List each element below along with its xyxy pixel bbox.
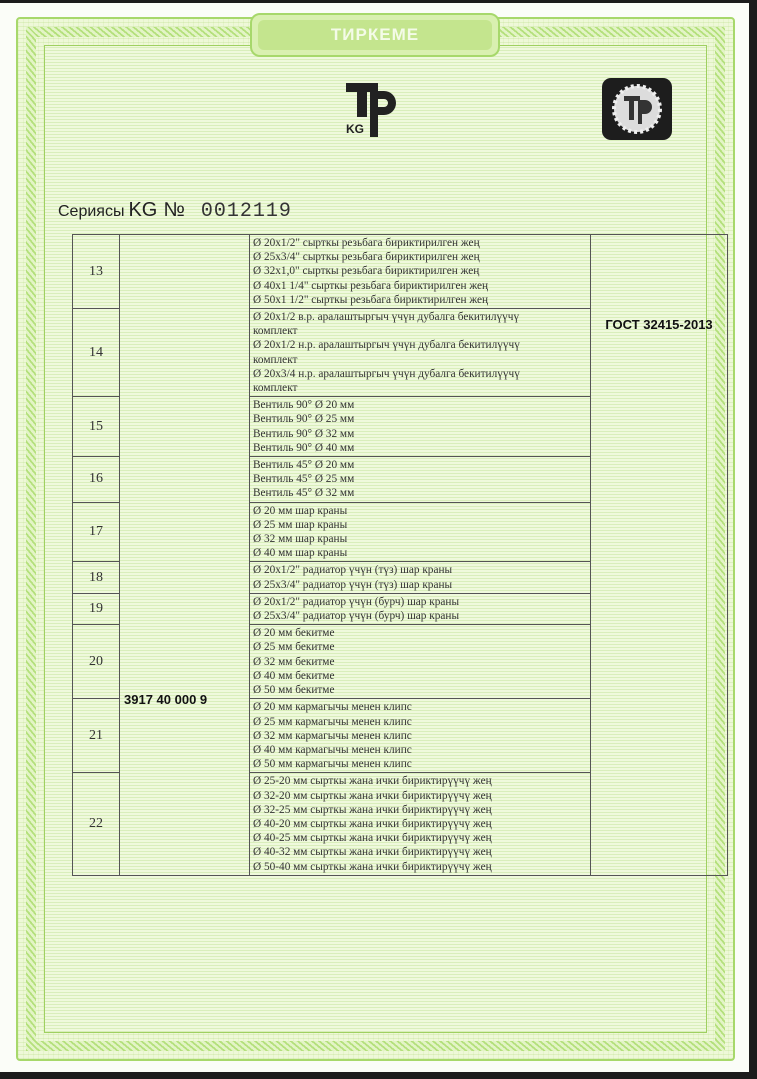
item-description-line: Ø 25х3/4" радиатор үчүн (түз) шар краны [253, 578, 453, 591]
item-description-line: Ø 20х3/4 н.р. аралаштыргыч үчүн дубалга бекитилүүчү [253, 367, 520, 380]
row-number: 19 [73, 593, 120, 624]
item-description-line: Ø 25-20 мм сырткы жана ички бириктирүүчү жең [253, 775, 492, 788]
item-description-line: Вентиль 45° Ø 32 мм [253, 487, 355, 500]
item-description-cell [250, 773, 591, 875]
product-table [72, 234, 728, 876]
hs-code: 3917 40 000 9 [124, 692, 208, 708]
row-number: 17 [73, 502, 120, 562]
item-description-line: Ø 32 мм кармагычы менен клипс [253, 729, 412, 742]
item-description-line: Ø 50х1 1/2" сырткы резьбага бириктирилген жең [253, 293, 489, 306]
item-description-line: Вентиль 90° Ø 32 мм [253, 427, 355, 440]
item-description-line: Ø 32-25 мм сырткы жана ички бириктирүүчү жең [253, 803, 492, 816]
series-kg: KG [128, 199, 158, 221]
row-number: 20 [73, 625, 120, 699]
item-description-line: Ø 25х3/4" сырткы резьбага бириктирилген жең [253, 251, 480, 264]
item-description-line: Вентиль 90° Ø 40 мм [253, 441, 355, 454]
item-description-line: Ø 20 мм кармагычы менен клипс [253, 701, 412, 714]
row-number: 18 [73, 562, 120, 593]
series-no-sign: № [163, 199, 185, 221]
item-description-line: Ø 25 мм кармагычы менен клипс [253, 715, 412, 728]
item-description-cell [250, 235, 591, 309]
hs-code-cell [120, 235, 250, 876]
item-description-cell [250, 502, 591, 562]
item-description-line: Вентиль 45° Ø 25 мм [253, 473, 355, 486]
series-line [58, 199, 292, 223]
item-description-cell [250, 593, 591, 624]
item-description-line: Ø 20х1/2 н.р. аралаштыргыч үчүн дубалга бекитилүүчү [253, 339, 520, 352]
item-description-line: Вентиль 90° Ø 20 мм [253, 399, 355, 412]
table-row [73, 235, 728, 309]
item-description-line: Ø 40х1 1/4" сырткы резьбага бириктирилген жең [253, 279, 489, 292]
item-description-line: Ø 40 мм кармагычы менен клипс [253, 743, 412, 756]
item-description-line: комплект [253, 382, 298, 395]
item-description-line: Вентиль 45° Ø 20 мм [253, 459, 355, 472]
header-tab-title: ТИРКЕМЕ [258, 20, 492, 50]
item-description-line: Ø 40-25 мм сырткы жана ички бириктирүүчү жең [253, 832, 492, 845]
item-description-line: Ø 32 мм шар краны [253, 533, 348, 546]
item-description-line: Ø 40-20 мм сырткы жана ички бириктирүүчү жең [253, 817, 492, 830]
item-description-line: Ø 40 мм бекитме [253, 669, 335, 682]
item-description-line: Ø 20х1/2" радиатор үчүн (түз) шар краны [253, 564, 453, 577]
logo-text: KG [346, 122, 364, 136]
item-description-line: Ø 50 мм бекитме [253, 684, 335, 697]
item-description-cell [250, 625, 591, 699]
row-number: 13 [73, 235, 120, 309]
item-description-line: Ø 20 мм шар краны [253, 504, 348, 517]
row-number: 14 [73, 309, 120, 397]
item-description-cell [250, 457, 591, 503]
row-number: 21 [73, 699, 120, 773]
item-description-line: Ø 25 мм шар краны [253, 518, 348, 531]
item-description-line: комплект [253, 325, 298, 338]
item-description-line: комплект [253, 353, 298, 366]
standard-cell [591, 235, 728, 876]
item-description-line: Ø 20 мм бекитме [253, 627, 335, 640]
series-label: Сериясы [58, 203, 125, 220]
row-number: 16 [73, 457, 120, 503]
header-tab [250, 13, 500, 57]
item-description-line: Ø 40 мм шар краны [253, 547, 348, 560]
tp-kg-logo-icon [342, 77, 406, 137]
item-description-line: Ø 20х1/2" радиатор үчүн (бурч) шар краны [253, 595, 460, 608]
item-description-cell [250, 699, 591, 773]
item-description-line: Ø 20х1/2" сырткы резьбага бириктирилген жең [253, 237, 480, 249]
item-description-line: Ø 32-20 мм сырткы жана ички бириктирүүчү жең [253, 789, 492, 802]
item-description-line: Вентиль 90° Ø 25 мм [253, 413, 355, 426]
item-description-line: Ø 25х3/4" радиатор үчүн (бурч) шар краны [253, 610, 460, 623]
item-description-cell [250, 309, 591, 397]
item-description-line: Ø 25 мм бекитме [253, 641, 335, 654]
row-number: 15 [73, 397, 120, 457]
item-description-cell [250, 562, 591, 593]
series-number: 0012119 [200, 200, 292, 223]
certification-emblem-icon [602, 78, 672, 140]
item-description-cell [250, 397, 591, 457]
item-description-line: Ø 50-40 мм сырткы жана ички бириктирүүчү жең [253, 860, 492, 873]
item-description-line: Ø 50 мм кармагычы менен клипс [253, 758, 412, 771]
document-sheet [0, 3, 749, 1072]
item-description-line: Ø 32 мм бекитме [253, 655, 335, 668]
row-number: 22 [73, 773, 120, 875]
gost-standard: ГОСТ 32415-2013 [605, 317, 713, 332]
item-description-line: Ø 40-32 мм сырткы жана ички бириктирүүчү жең [253, 846, 492, 859]
item-description-line: Ø 32х1,0" сырткы резьбага бириктирилген жең [253, 265, 480, 278]
item-description-line: Ø 20х1/2 в.р. аралаштыргыч үчүн дубалга бекитилүүчү [253, 311, 520, 324]
